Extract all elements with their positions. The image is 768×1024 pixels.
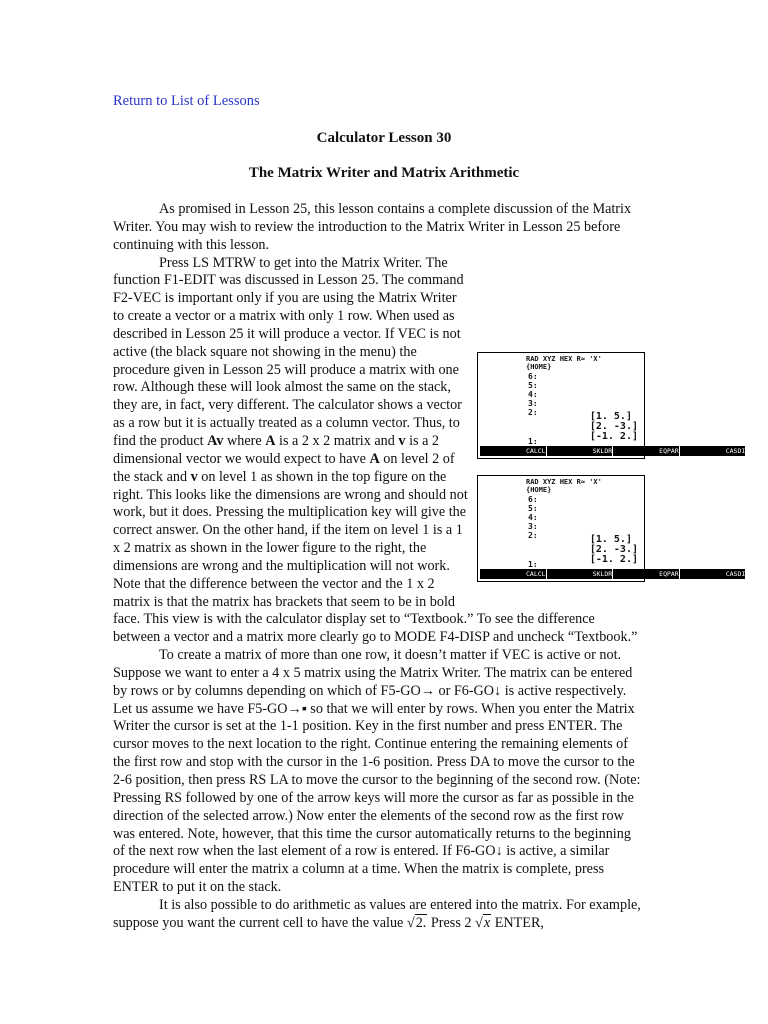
stack-level: 4: <box>528 512 538 522</box>
stack-level: 3: <box>528 522 538 532</box>
text-run: ENTER, <box>491 914 544 931</box>
matrix-row: [-1. 2.] <box>589 430 638 442</box>
stack-level: 2: <box>528 408 538 418</box>
matrix-row: [1. 5.] <box>589 533 632 545</box>
text-run: Press LS MTRW to get into the Matrix Writer. The function F1-EDIT was discussed in Lesson 25. The command F2-VEC is important only if you are using the Matrix Writer to create a vector or a matrix with only 1 row. When used as described in Lesson 25 it will produce a vector. If VEC is not active (the black square not showing in the menu) the procedure given in Lesson 25 will produce a matrix with one row. Although these will look almost the same on the stack, they are, in fact, very different. The calculator shows a vector as a row but it is actually treated as a column vector. Thus, to find the product <box>113 254 464 449</box>
text-run: where <box>223 432 266 449</box>
calculator-figures <box>477 256 746 598</box>
softkey: CASDI <box>680 569 746 579</box>
stack-level: 4: <box>528 389 538 399</box>
stack-level: 1: <box>528 559 538 569</box>
paragraph-vec <box>113 254 746 648</box>
softkey: CASDI <box>680 446 746 456</box>
calc-path-line: {HOME} <box>526 362 552 371</box>
text-run: on level 1 as shown in the top figure on the right. This looks like the dimensions are wrong and should not work, but it does. Pressing the multiplication key will give the correct answer. On the other hand, if the item on level 1 is a 1 x 2 matrix as shown in the lower figure to the right, the dimensions are wrong and the multiplication will not work. Note that the difference between the vector and the 1 x 2 matrix is that the matrix has brackets that seem to be in bold face. This view is with the calculator display set to “Textbook.” To see the difference between a vector and a matrix more clearly go to MODE F4-DISP and uncheck “Textbook.” <box>113 468 638 646</box>
text-run: is a 2 dimensional vector we would expect to have <box>113 432 440 467</box>
paragraph-matrix-entry: To create a matrix of more than one row, it doesn’t matter if VEC is active or not. Suppose we want to enter a 4 x 5 matrix using the Matrix Writer. The matrix can be entered by rows or by columns depending on which of F5-GO→ or F6-GO↓ is active respectively. Let us assume we have F5-GO→▪ so that we will enter by rows. When you enter the Matrix Writer the cursor is set at the 1-1 position. Key in the first number and press ENTER. The cursor moves to the next location to the right. Continue entering the remaining elements of the first row and stop with the cursor in the 1-6 position. Press DA to move the cursor to the 2-6 position, then press RS LA to move the cursor to the beginning of the second row. (Note: Pressing RS followed by one of the arrow keys will more the cursor as far as possible in the direction of the selected arrow.) Now enter the elements of the second row as the first row was entered. Note, however, that this time the cursor automatically returns to the beginning of the next row when the last element of a row is entered. If F6-GO↓ is active, a similar procedure will enter the matrix a column at a time. When the matrix is complete, press ENTER to put it on the stack. <box>113 647 641 896</box>
return-to-lessons-link[interactable]: Return to List of Lessons <box>113 93 260 109</box>
stack-level: 1: <box>528 436 538 446</box>
stack-level: 5: <box>528 503 538 513</box>
softkey: EQPAR <box>613 446 679 456</box>
calculator-screen-bottom <box>477 475 746 582</box>
text-run: is a 2 x 2 matrix and <box>275 432 399 449</box>
bold-symbol: v <box>190 468 198 485</box>
softkey: EQPAR <box>613 569 679 579</box>
paragraph-intro: As promised in Lesson 25, this lesson contains a complete discussion of the Matrix Writer. You may wish to review the introduction to the Matrix Writer in Lesson 25 before continuing with this lesson. <box>113 201 632 253</box>
stack-level: 6: <box>528 494 538 504</box>
calc-status-line: RAD XYZ HEX R≈ 'X' <box>526 354 602 363</box>
matrix-row: [2. -3.] <box>589 420 638 432</box>
sqrt-argument: x <box>483 914 491 931</box>
lesson-body <box>113 201 746 933</box>
calc-path-line: {HOME} <box>526 485 552 494</box>
softkey: CALCL <box>480 569 546 579</box>
calc-matrix <box>544 535 638 565</box>
softkey: SKLDR <box>547 446 613 456</box>
text-run: Press 2 <box>427 914 476 931</box>
calc-softkey-menu <box>480 446 746 456</box>
calc-stack-levels <box>482 495 538 569</box>
calc-status-line: RAD XYZ HEX R≈ 'X' <box>526 477 602 486</box>
stack-level: 2: <box>528 531 538 541</box>
paragraph-arithmetic <box>113 897 645 933</box>
text-run: It is also possible to do arithmetic as values are entered into the matrix. For example, suppose you want the current cell to have the value <box>113 896 641 931</box>
bold-symbol: v <box>398 432 406 449</box>
calc-softkey-menu <box>480 569 746 579</box>
matrix-row: [1. 5.] <box>589 410 632 422</box>
lesson-title: Calculator Lesson 30 <box>316 130 452 146</box>
stack-level: 5: <box>528 380 538 390</box>
bold-symbol: Av <box>207 432 224 449</box>
calc-matrix <box>544 412 638 442</box>
matrix-row: [-1. 2.] <box>589 553 638 565</box>
matrix-row: [2. -3.] <box>589 543 638 555</box>
softkey: CALCL <box>480 446 546 456</box>
lesson-subtitle: The Matrix Writer and Matrix Arithmetic <box>248 165 520 181</box>
bold-symbol: A <box>369 450 380 467</box>
stack-level: 6: <box>528 371 538 381</box>
text-run: on level 2 of the stack and <box>113 450 455 485</box>
calculator-screen-top <box>477 352 746 459</box>
calc-stack-levels <box>482 372 538 446</box>
sqrt-argument: 2. <box>415 914 427 931</box>
sqrt-symbol: √ <box>475 914 483 931</box>
bold-symbol: A <box>265 432 276 449</box>
sqrt-symbol: √ <box>406 914 415 931</box>
stack-level: 3: <box>528 399 538 409</box>
softkey: SKLDR <box>547 569 613 579</box>
